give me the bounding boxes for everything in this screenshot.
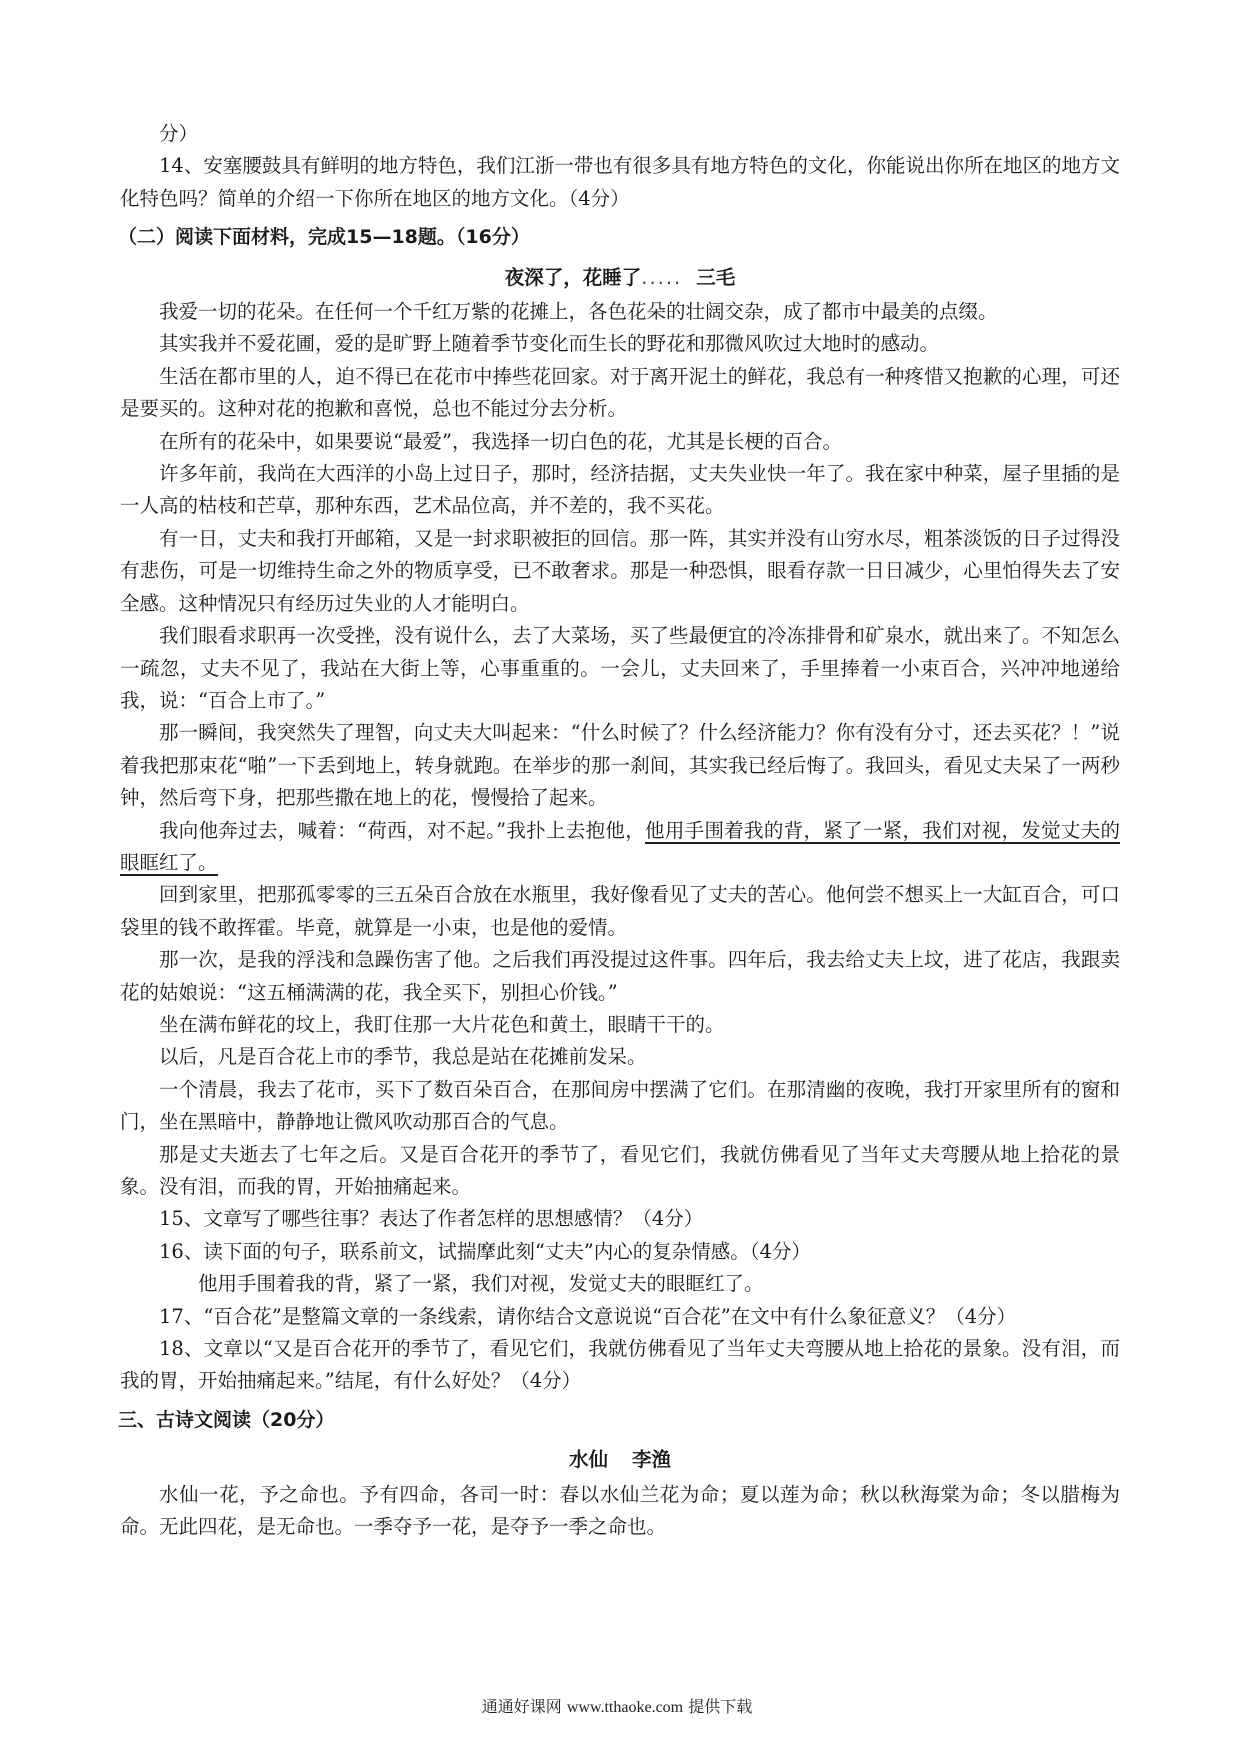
footer-site: 通通好课网: [481, 1697, 562, 1716]
poem-author: 李渔: [632, 1448, 672, 1472]
article-title-line: [120, 262, 1120, 294]
article-paragraph: 以后，凡是百合花上市的季节，我总是站在花摊前发呆。: [159, 1045, 647, 1069]
article-paragraph: 其实我并不爱花圃，爱的是旷野上随着季节变化而生长的野花和那微风吹过大地时的感动。: [159, 332, 940, 356]
article-author: 三毛: [696, 265, 736, 289]
question-16-quote: 他用手围着我的背，紧了一紧，我们对视，发觉丈夫的眼眶红了。: [198, 1272, 764, 1296]
article-paragraph: 在所有的花朵中，如果要说“最爱”，我选择一切白色的花，尤其是长梗的百合。: [159, 429, 842, 453]
q13-tail: 分）: [159, 122, 199, 145]
page-footer: [0, 1694, 1234, 1717]
question-18: 18、文章以“又是百合花开的季节了，看见它们，我就仿佛看见了当年丈夫弯腰从地上拾花的景象。没有泪，而我的胃，开始抽痛起来。”结尾，有什么好处？（4分）: [120, 1337, 1120, 1393]
footer-suffix: 提供下载: [688, 1697, 753, 1716]
article-paragraph: 回到家里，把那孤零零的三五朵百合放在水瓶里，我好像看见了丈夫的苦心。他何尝不想买上一大缸百合，可口袋里的钱不敢挥霍。毕竟，就算是一小束，也是他的爱情。: [120, 883, 1120, 939]
question-14: 14、安塞腰鼓具有鲜明的地方特色，我们江浙一带也有很多具有地方特色的文化，你能说出你所在地区的地方文化特色吗？简单的介绍一下你所在地区的地方文化。（4分）: [120, 154, 1120, 210]
article-paragraph: 许多年前，我尚在大西洋的小岛上过日子，那时，经济拮据，丈夫失业快一年了。我在家中种菜，屋子里插的是一人高的枯枝和芒草，那种东西，艺术品位高，并不差的，我不买花。: [120, 462, 1120, 518]
section-2-heading: （二）阅读下面材料，完成15—18题。（16分）: [118, 226, 530, 249]
question-17: 17、“百合花”是整篇文章的一条线索，请你结合文意说说“百合花”在文中有什么象征意义？（4分）: [159, 1304, 1017, 1328]
article-title: 夜深了，花睡了: [504, 265, 642, 289]
article-paragraph: 生活在都市里的人，迫不得已在花市中捧些花回家。对于离开泥土的鲜花，我总有一种疼惜又抱歉的心理，可还是要买的。这种对花的抱歉和喜悦，总也不能过分去分析。: [120, 364, 1120, 421]
article-paragraph: 一个清晨，我去了花市，买下了数百朵百合，在那间房中摆满了它们。在那清幽的夜晚，我打开家里所有的窗和门，坐在黑暗中，静静地让微风吹动那百合的气息。: [120, 1077, 1120, 1134]
article-paragraph: 坐在满布鲜花的坟上，我盯住那一大片花色和黄土，眼睛干干的。: [159, 1012, 725, 1036]
page-content: [120, 118, 1120, 1543]
question-15: 15、文章写了哪些往事？表达了作者怎样的思想感情？（4分）: [159, 1207, 704, 1231]
title-dots: .....: [641, 265, 683, 289]
poem-title-line: [120, 1444, 1120, 1476]
section-3-heading: 三、古诗文阅读（20分）: [118, 1408, 335, 1431]
hug-plain-text: 我向他奔过去，喊着：“荷西，对不起。”我扑上去抱他，: [159, 818, 646, 842]
question-16: 16、读下面的句子，联系前文，试揣摩此刻“丈夫”内心的复杂情感。（4分）: [159, 1239, 811, 1263]
article-paragraph-hug: [120, 815, 1120, 880]
article-paragraph: 我们眼看求职再一次受挫，没有说什么，去了大菜场，买了些最便宜的冷冻排骨和矿泉水，就出来了。不知怎么一疏忽，丈夫不见了，我站在大街上等，心事重重的。一会儿，丈夫回来了，手里捧着一小束百合，兴冲冲地递给我，说：“百合上市了。”: [120, 624, 1120, 712]
article-paragraph: 那一次，是我的浮浅和急躁伤害了他。之后我们再没提过这件事。四年后，我去给丈夫上坟，进了花店，我跟卖花的姑娘说：“这五桶满满的花，我全买下，别担心价钱。”: [120, 948, 1120, 1004]
article-paragraph: 那是丈夫逝去了七年之后。又是百合花开的季节了，看见它们，我就仿佛看见了当年丈夫弯腰从地上拾花的景象。没有泪，而我的胃，开始抽痛起来。: [120, 1142, 1120, 1198]
article-paragraph: 那一瞬间，我突然失了理智，向丈夫大叫起来：“什么时候了？什么经济能力？你有没有分寸，还去买花？！”说着我把那束花“啪”一下丢到地上，转身就跑。在举步的那一刹间，其实我已经后悔了。我回头，看见丈夫呆了一两秒钟，然后弯下身，把那些撒在地上的花，慢慢拾了起来。: [120, 721, 1120, 810]
underlined-sentence: 他用手围着我的背，紧了一紧，我们对视，发觉丈夫的眼眶红了。: [120, 818, 1120, 874]
footer-url: www.tthaoke.com: [566, 1699, 684, 1716]
poem-title: 水仙: [568, 1448, 608, 1472]
poem-text: 水仙一花，予之命也。予有四命，各司一时：春以水仙兰花为命；夏以莲为命；秋以秋海棠为命；冬以腊梅为命。无此四花，是无命也。一季夺予一花，是夺予一季之命也。: [120, 1482, 1120, 1539]
article-paragraph: 我爱一切的花朵。在任何一个千红万紫的花摊上，各色花朵的壮阔交杂，成了都市中最美的点缀。: [159, 300, 998, 324]
article-paragraph: 有一日，丈夫和我打开邮箱，又是一封求职被拒的回信。那一阵，其实并没有山穷水尽，粗茶淡饭的日子过得没有悲伤，可是一切维持生命之外的物质享受，已不敢奢求。那是一种恐惧，眼看存款一日日减少，心里怕得失去了安全感。这种情况只有经历过失业的人才能明白。: [120, 526, 1120, 615]
